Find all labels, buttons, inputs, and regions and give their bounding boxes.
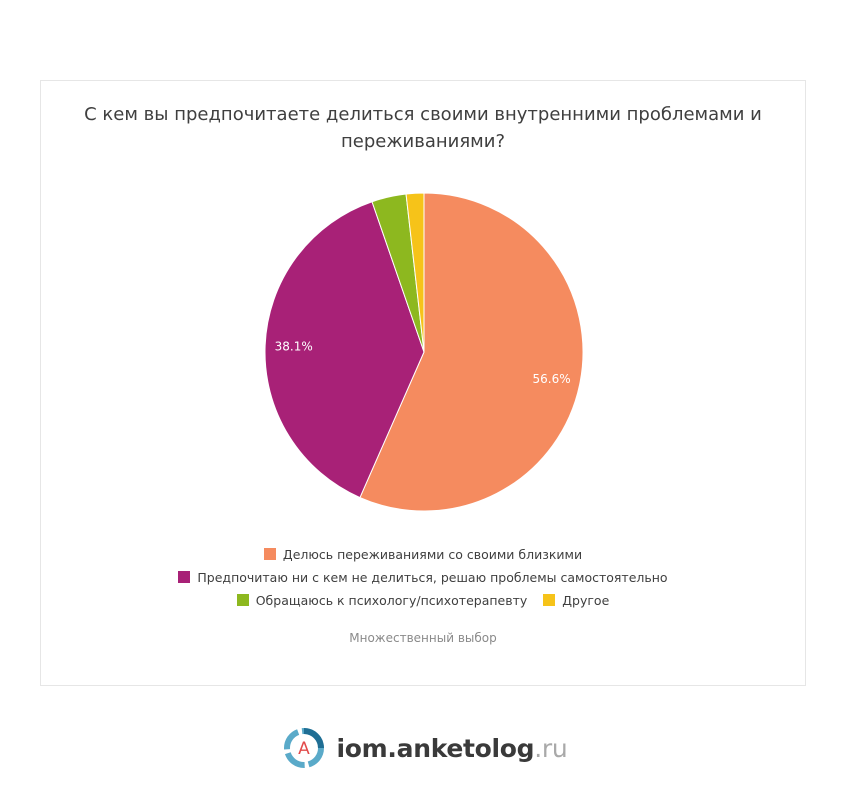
data-label: 56.6% xyxy=(532,371,571,386)
chart-card xyxy=(40,80,806,686)
legend-item-self[interactable] xyxy=(178,566,667,589)
legend-swatch xyxy=(178,571,190,583)
logo-text xyxy=(337,734,568,763)
anketolog-logo-icon xyxy=(281,725,327,771)
data-label: 38.1% xyxy=(274,339,313,354)
legend-swatch xyxy=(264,548,276,560)
legend-item-close-ones[interactable] xyxy=(264,543,582,566)
logo-main: iom.anketolog xyxy=(336,733,535,763)
footer xyxy=(0,724,848,772)
logo-letter: А xyxy=(297,739,310,759)
legend-label: Делюсь переживаниями со своими близкими xyxy=(282,547,583,562)
legend-swatch xyxy=(237,594,249,606)
pie-chart xyxy=(41,81,807,541)
brand-logo[interactable] xyxy=(281,725,568,771)
chart-title: С кем вы предпочитаете делиться своими внутренними проблемами и переживаниями? xyxy=(84,104,762,152)
multiple-choice-note: Множественный выбор xyxy=(349,631,497,645)
legend-item-other[interactable] xyxy=(543,589,609,612)
legend-item-psychologist[interactable] xyxy=(237,589,528,612)
logo-tld: .ru xyxy=(534,733,568,763)
chart-legend xyxy=(41,543,805,612)
legend-label: Другое xyxy=(562,593,610,608)
legend-label: Предпочитаю ни с кем не делиться, решаю проблемы самостоятельно xyxy=(197,570,668,585)
legend-swatch xyxy=(543,594,555,606)
legend-label: Обращаюсь к психологу/психотерапевту xyxy=(255,593,528,608)
